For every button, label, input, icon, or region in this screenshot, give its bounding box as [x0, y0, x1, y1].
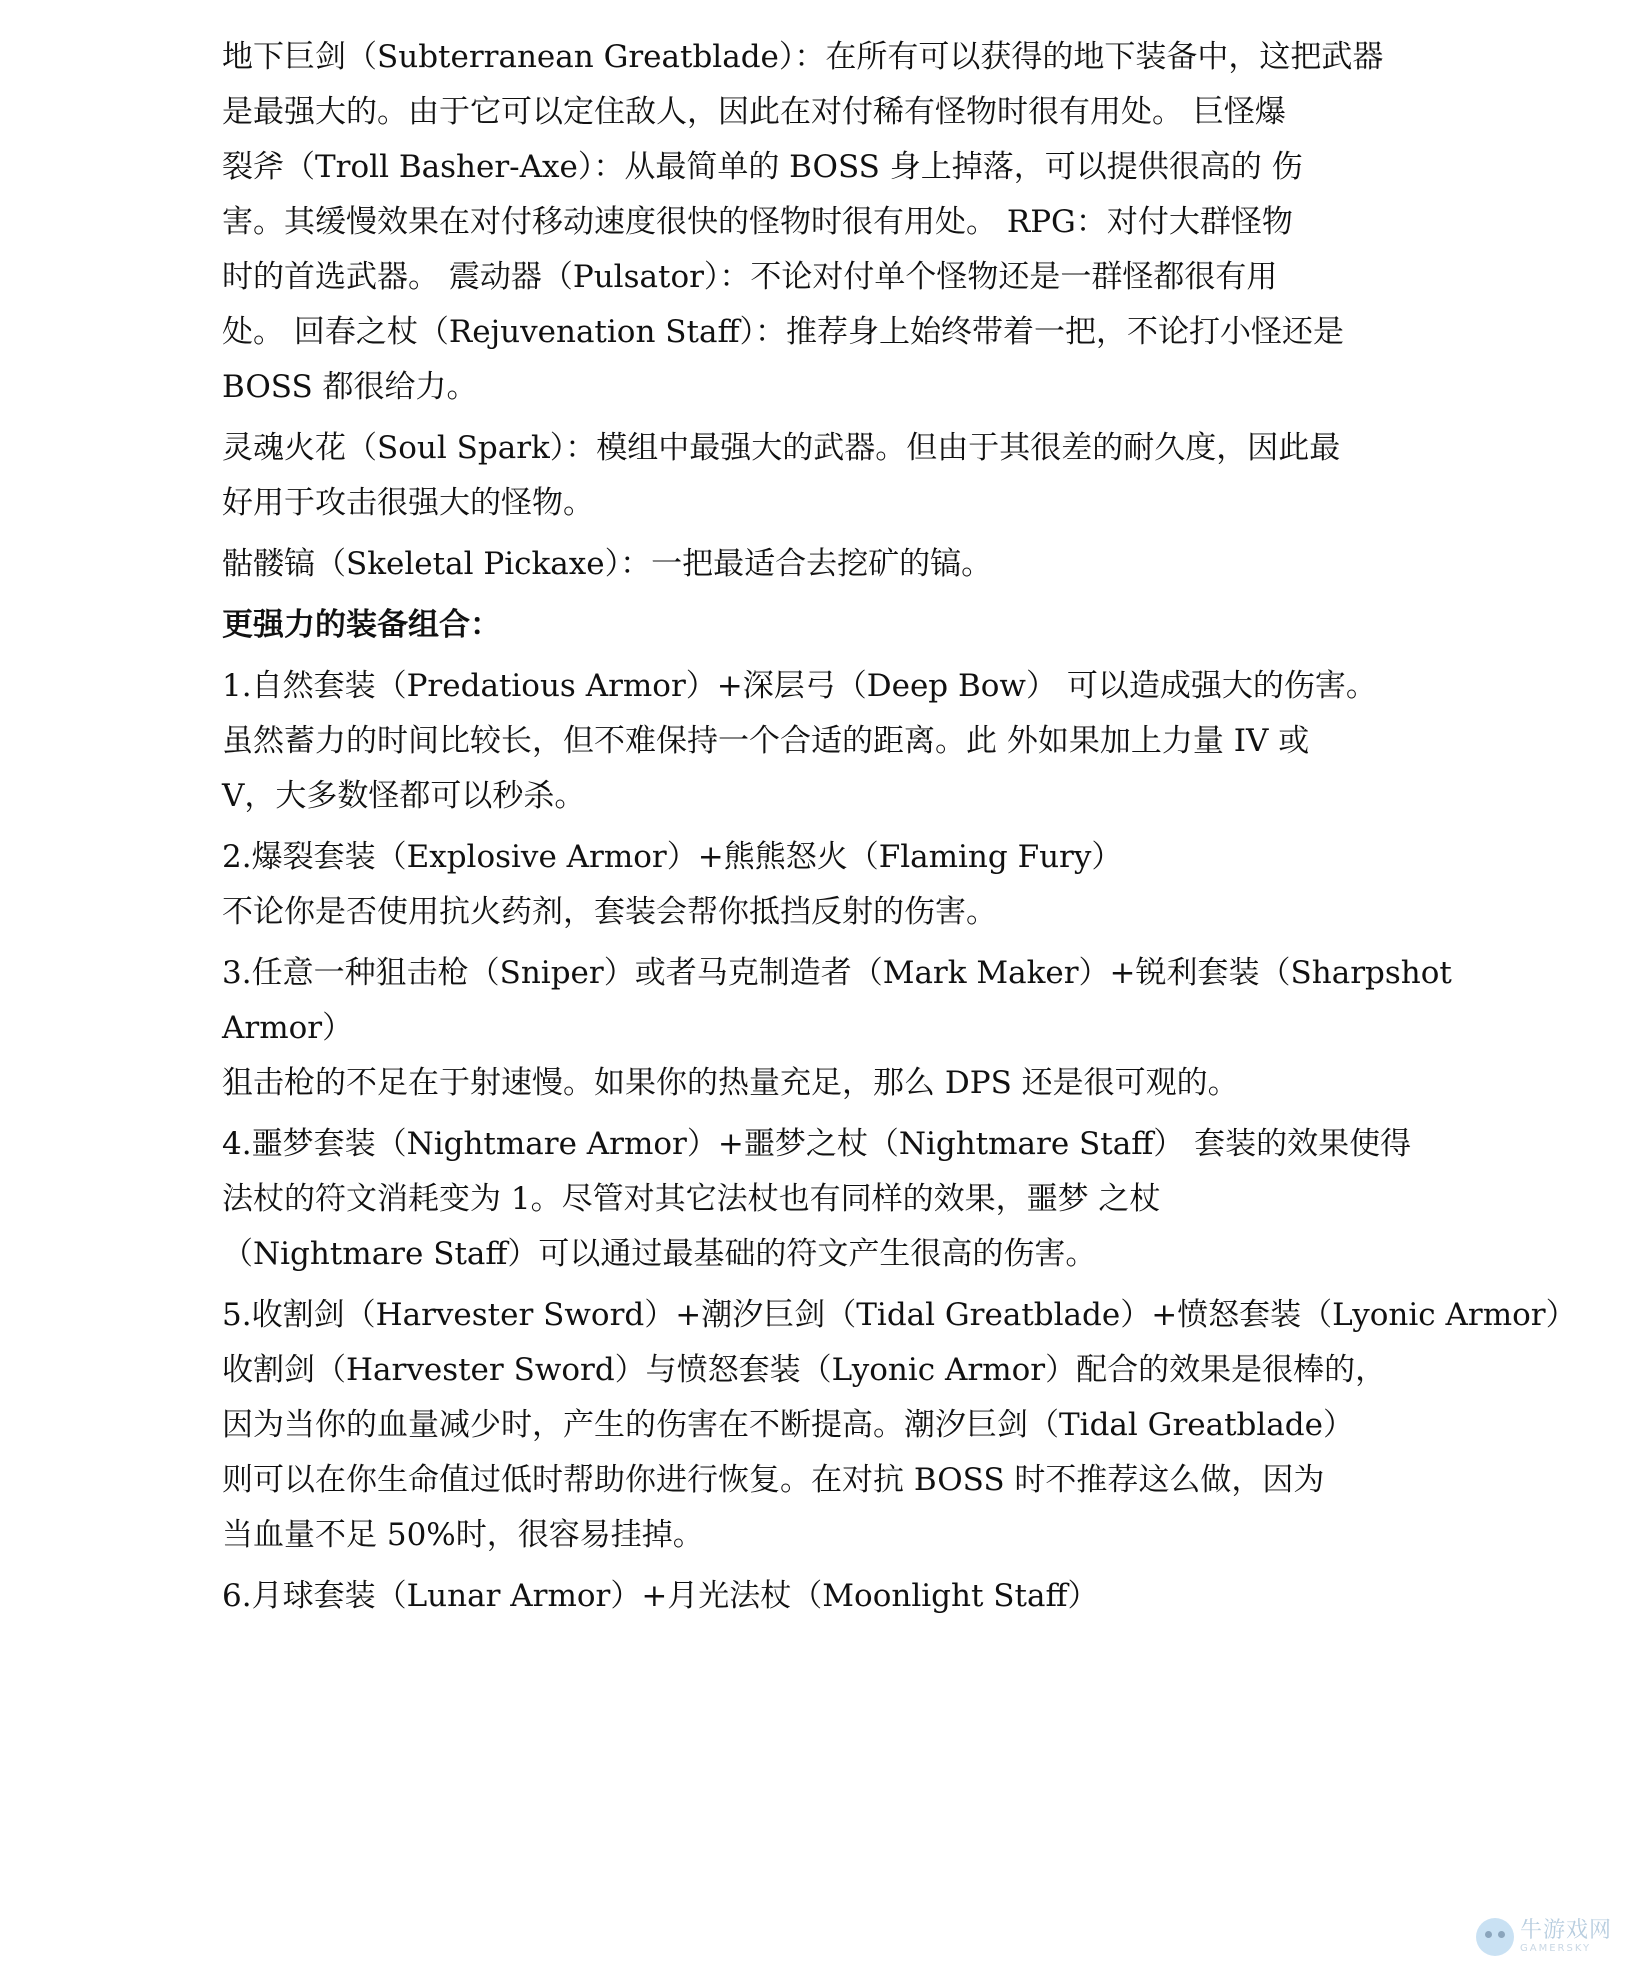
- text-line: 5.收割剑（Harvester Sword）+潮汐巨剑（Tidal Greatblade）+愤怒套装（Lyonic Armor）: [222, 1297, 1577, 1333]
- text-line: 处。 回春之杖（Rejuvenation Staff）：推荐身上始终带着一把，不论打小怪还是: [222, 314, 1344, 350]
- combo-2: [222, 830, 1402, 940]
- soul-spark-paragraph: [222, 421, 1402, 531]
- text-line: V，大多数怪都可以秒杀。: [222, 778, 586, 814]
- combo-3: [222, 946, 1452, 1111]
- text-line: 因为当你的血量减少时，产生的伤害在不断提高。潮汐巨剑（Tidal Greatblade）: [222, 1407, 1354, 1443]
- combo-1: [222, 659, 1402, 824]
- section-heading: 更强力的装备组合：: [222, 607, 501, 643]
- watermark: [1476, 1918, 1612, 1956]
- text-line: 2.爆裂套装（Explosive Armor）+熊熊怒火（Flaming Fury）: [222, 839, 1123, 875]
- text-line: （Nightmare Staff）可以通过最基础的符文产生很高的伤害。: [222, 1236, 1097, 1272]
- skeletal-pickaxe-paragraph: [222, 537, 1402, 592]
- text-line: 骷髅镐（Skeletal Pickaxe）：一把最适合去挖矿的镐。: [222, 546, 993, 582]
- text-line: BOSS 都很给力。: [222, 369, 478, 405]
- text-line: 1.自然套装（Predatious Armor）+深层弓（Deep Bow） 可以造成强大的伤害。: [222, 668, 1377, 704]
- combo-6: [222, 1569, 1402, 1624]
- text-line: 裂斧（Troll Basher-Axe）：从最简单的 BOSS 身上掉落，可以提供很高的 伤: [222, 149, 1303, 185]
- text-line: 狙击枪的不足在于射速慢。如果你的热量充足，那么 DPS 还是很可观的。: [222, 1065, 1239, 1101]
- text-line: 是最强大的。由于它可以定住敌人，因此在对付稀有怪物时很有用处。 巨怪爆: [222, 94, 1286, 130]
- intro-paragraph: [222, 30, 1402, 415]
- watermark-en: GAMERSKY: [1519, 1943, 1592, 1954]
- text-line: 法杖的符文消耗变为 1。尽管对其它法杖也有同样的效果，噩梦 之杖: [222, 1181, 1161, 1217]
- mascot-logo-icon: [1476, 1918, 1514, 1956]
- combo-5: [222, 1288, 1577, 1563]
- combo-4: [222, 1117, 1412, 1282]
- text-line: 则可以在你生命值过低时帮助你进行恢复。在对抗 BOSS 时不推荐这么做，因为: [222, 1462, 1325, 1498]
- text-line: 收割剑（Harvester Sword）与愤怒套装（Lyonic Armor）配合的效果是很棒的，: [222, 1352, 1387, 1388]
- text-line: Armor）: [222, 1010, 354, 1046]
- text-line: 不论你是否使用抗火药剂，套装会帮你抵挡反射的伤害。: [222, 894, 997, 930]
- document-body: [222, 30, 1577, 1630]
- text-line: 虽然蓄力的时间比较长，但不难保持一个合适的距离。此 外如果加上力量 IV 或: [222, 723, 1310, 759]
- text-line: 害。其缓慢效果在对付移动速度很快的怪物时很有用处。 RPG：对付大群怪物: [222, 204, 1293, 240]
- text-line: 4.噩梦套装（Nightmare Armor）+噩梦之杖（Nightmare Staff） 套装的效果使得: [222, 1126, 1412, 1162]
- watermark-cn: 牛游戏网: [1519, 1918, 1612, 1943]
- text-line: 好用于攻击很强大的怪物。: [222, 485, 594, 521]
- text-line: 灵魂火花（Soul Spark）：模组中最强大的武器。但由于其很差的耐久度，因此最: [222, 430, 1341, 466]
- text-line: 6.月球套装（Lunar Armor）+月光法杖（Moonlight Staff）: [222, 1578, 1099, 1614]
- text-line: 当血量不足 50%时，很容易挂掉。: [222, 1517, 704, 1553]
- text-line: 地下巨剑（Subterranean Greatblade）：在所有可以获得的地下装备中，这把武器: [222, 39, 1384, 75]
- watermark-text: [1520, 1920, 1612, 1954]
- text-line: 3.任意一种狙击枪（Sniper）或者马克制造者（Mark Maker）+锐利套装（Sharpshot: [222, 955, 1452, 991]
- text-line: 时的首选武器。 震动器（Pulsator）：不论对付单个怪物还是一群怪都很有用: [222, 259, 1278, 295]
